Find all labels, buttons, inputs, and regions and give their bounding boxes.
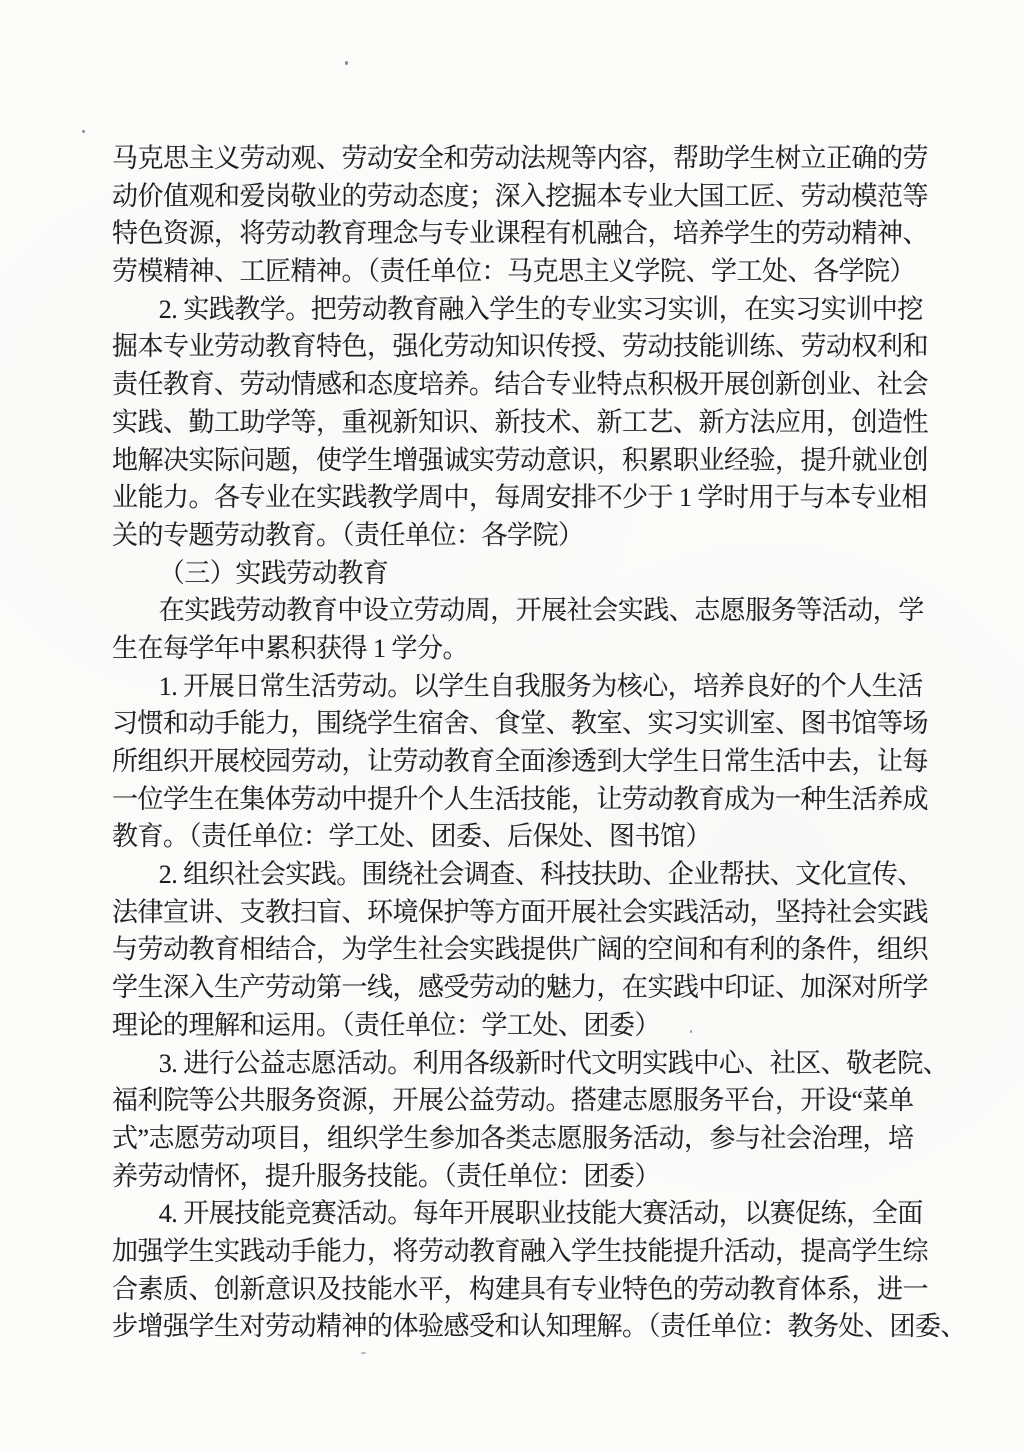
document-line: 福利院等公共服务资源，开展公益劳动。搭建志愿服务平台，开设“菜单 xyxy=(112,1085,914,1116)
document-line: 动价值观和爱岗敬业的劳动态度；深入挖掘本专业大国工匠、劳动模范等 xyxy=(112,181,929,211)
document-line: 教育。（责任单位：学工处、团委、后保处、图书馆） xyxy=(112,822,712,852)
document-line: 在实践劳动教育中设立劳动周，开展社会实践、志愿服务等活动，学 xyxy=(158,595,924,626)
document-line: 劳模精神、工匠精神。（责任单位：马克思主义学院、学工处、各学院） xyxy=(112,256,916,287)
document-line: 1. 开展日常生活劳动。以学生自我服务为核心，培养良好的个人生活 xyxy=(158,671,923,701)
document-line: 4. 开展技能竞赛活动。每年开展职业技能大赛活动，以赛促练，全面 xyxy=(158,1198,923,1229)
document-line: 2. 实践教学。把劳动教育融入学生的专业实习实训，在实习实训中挖 xyxy=(158,294,923,325)
document-line: 式”志愿劳动项目，组织学生参加各类志愿服务活动，参与社会治理，培 xyxy=(112,1123,914,1154)
document-body xyxy=(112,140,967,1346)
document-line: 特色资源，将劳动教育理念与专业课程有机融合，培养学生的劳动精神、 xyxy=(112,219,929,249)
document-line: 学生深入生产劳动第一线，感受劳动的魅力，在实践中印证、加深对所学 xyxy=(112,972,929,1003)
document-line: 合素质、创新意识及技能水平，构建具有专业特色的劳动教育体系，进一 xyxy=(112,1274,929,1304)
document-line: 与劳动教育相结合，为学生社会实践提供广阔的空间和有利的条件，组织 xyxy=(112,935,929,965)
document-line: 掘本专业劳动教育特色，强化劳动知识传授、劳动技能训练、劳动权利和 xyxy=(112,332,929,362)
scan-artifact xyxy=(361,1352,366,1354)
document-line: 马克思主义劳动观、劳动安全和劳动法规等内容，帮助学生树立正确的劳 xyxy=(112,143,929,174)
document-line: 养劳动情怀，提升服务技能。（责任单位：团委） xyxy=(112,1161,661,1191)
document-line: 所组织开展校园劳动，让劳动教育全面渗透到大学生日常生活中去，让每 xyxy=(112,746,929,777)
document-line: 习惯和动手能力，围绕学生宿舍、食堂、教室、实习实训室、图书馆等场 xyxy=(112,709,929,739)
document-line: 生在每学年中累积获得 1 学分。 xyxy=(112,633,469,664)
document-line: 业能力。各专业在实践教学周中，每周安排不少于 1 学时用于与本专业相 xyxy=(112,482,928,513)
document-line: 法律宣讲、支教扫盲、环境保护等方面开展社会实践活动，坚持社会实践 xyxy=(112,897,929,928)
document-line: 地解决实际问题，使学生增强诚实劳动意识，积累职业经验，提升就业创 xyxy=(112,445,929,475)
document-line: 责任教育、劳动情感和态度培养。结合专业特点积极开展创新创业、社会 xyxy=(112,369,929,400)
document-line: 关的专题劳动教育。（责任单位：各学院） xyxy=(112,520,584,551)
scan-artifact xyxy=(82,130,85,133)
scan-artifact xyxy=(690,1030,692,1033)
document-line: 3. 进行公益志愿活动。利用各级新时代文明实践中心、社区、敬老院、 xyxy=(158,1048,949,1078)
document-line: 一位学生在集体劳动中提升个人生活技能，让劳动教育成为一种生活养成 xyxy=(112,784,929,814)
document-line: 实践、勤工助学等，重视新知识、新技术、新工艺、新方法应用，创造性 xyxy=(112,407,929,438)
document-line: 理论的理解和运用。（责任单位：学工处、团委） xyxy=(112,1010,661,1041)
document-line: 2. 组织社会实践。围绕社会调查、科技扶助、企业帮扶、文化宣传、 xyxy=(158,859,923,890)
scan-artifact xyxy=(345,61,348,65)
document-line: 步增强学生对劳动精神的体验感受和认知理解。（责任单位：教务处、团委、 xyxy=(112,1312,967,1342)
document-line: （三）实践劳动教育 xyxy=(158,558,389,588)
document-line: 加强学生实践动手能力，将劳动教育融入学生技能提升活动，提高学生综 xyxy=(112,1236,929,1267)
